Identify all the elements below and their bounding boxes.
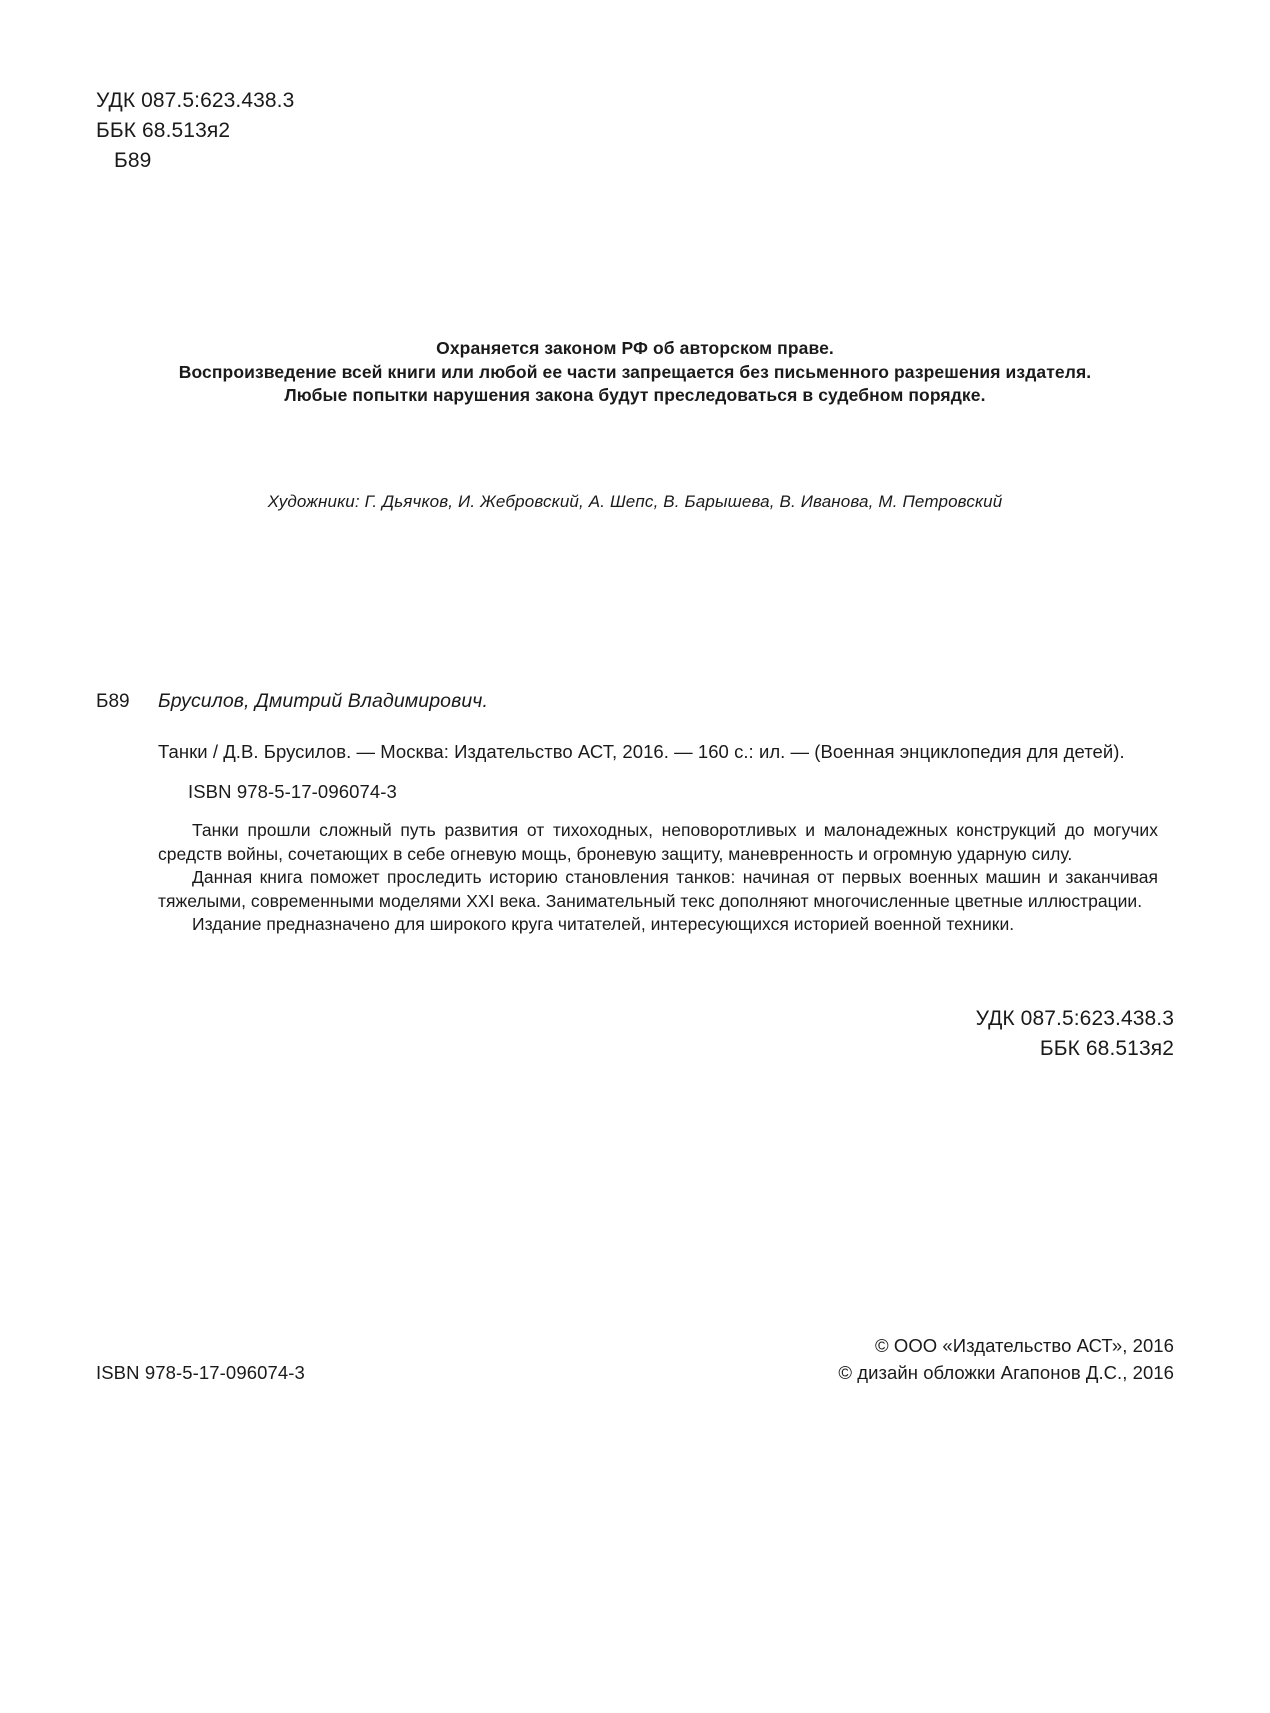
annotation-paragraph: Танки прошли сложный путь развития от тихоходных, неповоротливых и малонадежных конструкций до могучих средств войны, сочетающих в себе огневую мощь, броневую защиту, маневренность и огромную ударную силу. <box>158 820 1158 864</box>
page-footer <box>96 1332 1174 1386</box>
record-isbn: ISBN 978-5-17-096074-3 <box>188 781 397 802</box>
bbk-code-repeat: ББК 68.513я2 <box>1039 1037 1174 1060</box>
legal-notice-line-2: Воспроизведение всей книги или любой ее части запрещается без письменного разрешения издателя. <box>178 361 1092 382</box>
legal-notice-line-1: Охраняется законом РФ об авторском праве. <box>436 338 834 358</box>
footer-isbn: ISBN 978-5-17-096074-3 <box>96 1362 305 1383</box>
record-title: Танки / Д.В. Брусилов. — Москва: Издательство АСТ, 2016. — 160 с.: ил. — (Военная энциклопедия для детей). <box>158 741 1125 762</box>
record-annotation <box>158 819 1158 937</box>
legal-notice-line-3: Любые попытки нарушения закона будут преследоваться в судебном порядке. <box>284 385 986 405</box>
bibliographic-record <box>96 690 1158 937</box>
annotation-paragraph: Данная книга поможет проследить историю становления танков: начиная от первых военных машин и заканчивая тяжелыми, современными моделями XXI века. Занимательный текс дополняют многочисленные цветные иллюстрации. <box>158 867 1158 911</box>
udk-code-repeat: УДК 087.5:623.438.3 <box>975 1007 1174 1030</box>
classification-repeat-block <box>976 1004 1174 1064</box>
record-header-row <box>96 690 1096 713</box>
record-body <box>158 739 1158 937</box>
record-author: Брусилов, Дмитрий Владимирович. <box>158 690 489 712</box>
record-shelf-code: Б89 <box>96 691 130 712</box>
annotation-paragraph: Издание предназначено для широкого круга читателей, интересующихся историей военной техники. <box>192 914 1015 934</box>
footer-copyright <box>838 1332 1174 1386</box>
udk-code: УДК 087.5:623.438.3 <box>96 89 295 112</box>
bbk-code: ББК 68.513я2 <box>96 119 231 142</box>
copyright-cover-design: © дизайн обложки Агапонов Д.С., 2016 <box>838 1362 1174 1383</box>
copyright-publisher: © ООО «Издательство АСТ», 2016 <box>875 1335 1174 1356</box>
author-sign-code: Б89 <box>114 149 152 172</box>
classification-block <box>96 86 294 176</box>
artists-credit: Художники: Г. Дьячков, И. Жебровский, А. Шепс, В. Барышева, В. Иванова, М. Петровский <box>267 492 1003 511</box>
legal-notice <box>96 337 1174 408</box>
